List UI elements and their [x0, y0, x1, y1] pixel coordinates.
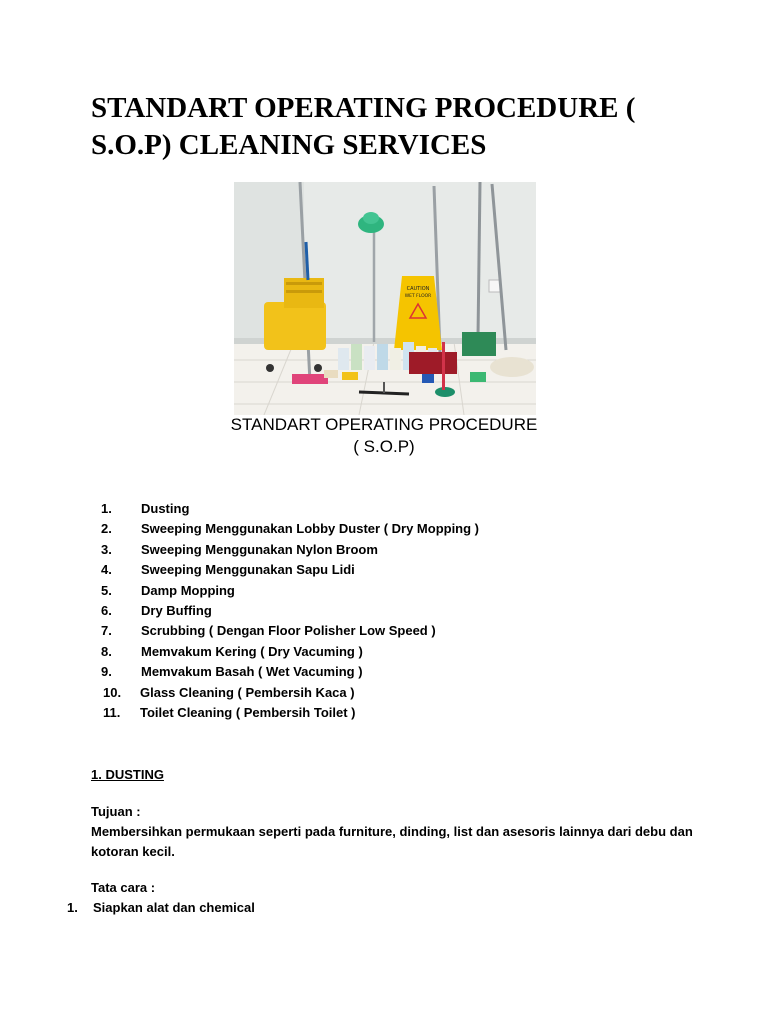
list-item-number: 4. — [101, 562, 112, 578]
list-item-text: Dry Buffing — [141, 602, 212, 618]
subtitle-line-1: STANDART OPERATING PROCEDURE — [230, 415, 538, 434]
list-item-text: Toilet Cleaning ( Pembersih Toilet ) — [140, 704, 356, 720]
list-item-number: 11. — [103, 704, 121, 720]
list-item-text: Glass Cleaning ( Pembersih Kaca ) — [140, 684, 355, 700]
section-heading-dusting: 1. DUSTING — [91, 767, 164, 782]
sign-text-wet-floor: WET FLOOR — [404, 294, 432, 299]
list-item-text: Memvakum Kering ( Dry Vacuming ) — [141, 643, 363, 659]
list-item-number: 9. — [101, 664, 112, 680]
list-item-number: 10. — [103, 684, 122, 700]
list-item-text: Damp Mopping — [141, 582, 235, 598]
list-item-text: Scrubbing ( Dengan Floor Polisher Low Speed ) — [141, 623, 436, 639]
subtitle-line-2: ( S.O.P) — [353, 437, 415, 456]
list-item-text: Sweeping Menggunakan Nylon Broom — [141, 541, 378, 557]
list-item-number: 7. — [101, 623, 112, 639]
sign-text-caution: CAUTION — [406, 286, 430, 292]
list-item-number: 1. — [101, 501, 112, 516]
document-subtitle — [0, 414, 768, 458]
list-item-text: Dusting — [141, 501, 190, 516]
tujuan-label: Tujuan : — [91, 804, 141, 819]
list-item-text: Sweeping Menggunakan Sapu Lidi — [141, 562, 355, 578]
list-item-number: 5. — [101, 582, 112, 598]
list-item-text: Sweeping Menggunakan Lobby Duster ( Dry Mopping ) — [141, 521, 480, 537]
list-item-number: 6. — [101, 602, 112, 618]
list-item-text: Memvakum Basah ( Wet Vacuming ) — [141, 664, 363, 680]
step-text: Siapkan alat dan chemical — [93, 900, 255, 915]
tata-cara-label: Tata cara : — [91, 880, 156, 895]
step-number: 1. — [67, 900, 78, 915]
document-title: STANDART OPERATING PROCEDURE ( S.O.P) CLEANING SERVICES — [91, 92, 636, 161]
cleaning-equipment-photo — [234, 182, 536, 415]
list-item-number: 3. — [101, 541, 112, 557]
list-item-number: 8. — [101, 643, 112, 659]
tujuan-text: Membersihkan permukaan seperti pada furniture, dinding, list dan asesoris lainnya dari debu dan kotoran kecil. — [91, 824, 693, 859]
list-item-number: 2. — [101, 521, 112, 537]
